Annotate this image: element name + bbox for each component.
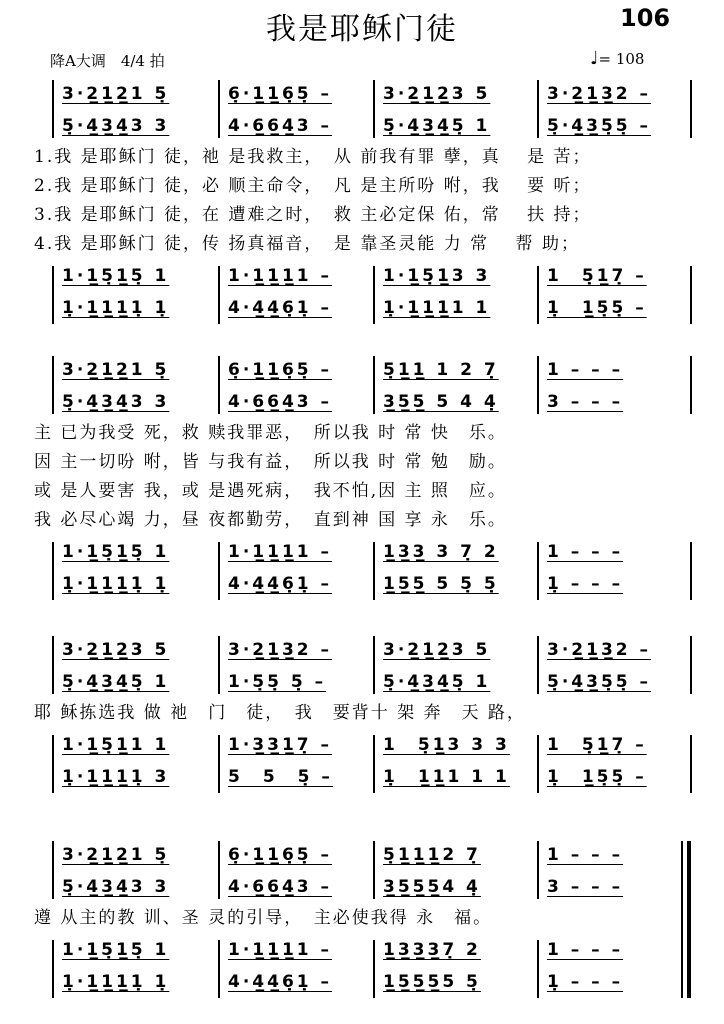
measure-3: 1̲3̲3̲ 3 7̣ 2 bbox=[383, 542, 499, 562]
bass-row bbox=[0, 938, 724, 962]
barline bbox=[218, 542, 220, 600]
rows-row bbox=[0, 670, 724, 694]
measure-1: 1·1̲5̣1̲5̣ 1 bbox=[62, 542, 170, 562]
barline bbox=[537, 80, 539, 138]
score-system-4 bbox=[0, 835, 724, 1002]
barline bbox=[52, 636, 54, 694]
measure-1: 5̣·4̲3̲4̲3 3 bbox=[62, 116, 170, 136]
barline bbox=[218, 356, 220, 414]
rows-row bbox=[0, 82, 724, 106]
barline bbox=[218, 636, 220, 694]
lyric-line-4: 4.我 是耶稣门 徒，传 扬真福音， 是 靠圣灵能 力 常 帮 助； bbox=[34, 234, 580, 254]
measure-4: 1 – – – bbox=[547, 360, 624, 380]
tempo-value: = 108 bbox=[598, 50, 645, 68]
rows-row bbox=[0, 390, 724, 414]
measure-2: 1·1̲1̲1̲1 – bbox=[228, 266, 333, 286]
measure-1: 1·1̲5̣1̲5̣ 1 bbox=[62, 940, 170, 960]
barline bbox=[373, 266, 375, 324]
barline bbox=[537, 940, 539, 998]
barline bbox=[218, 735, 220, 793]
measure-4: 3·2̲1̲3̲2 – bbox=[547, 84, 652, 104]
score-system-2 bbox=[0, 350, 724, 604]
bass-row bbox=[0, 970, 724, 994]
measure-4: 1 – – – bbox=[547, 845, 624, 865]
lyric-line-2: 2.我 是耶稣门 徒，必 顺主命令， 凡 是主所吩 咐，我 要 听； bbox=[34, 176, 592, 196]
tempo-marking bbox=[590, 48, 644, 69]
barline bbox=[373, 356, 375, 414]
measure-3: 5̣1̲1̲ 1 2 7̣ bbox=[383, 360, 499, 380]
barline bbox=[537, 266, 539, 324]
measure-4: 3 – – – bbox=[547, 877, 624, 897]
measure-3: 3·2̲1̲2̲3 5 bbox=[383, 640, 491, 660]
measure-3: 3̲5̲5̲ 5 4 4̣ bbox=[383, 392, 499, 412]
page-title: 我是耶稣门徒 bbox=[266, 12, 458, 47]
measure-4: 1 – – – bbox=[547, 542, 624, 562]
measure-1: 1·1̲5̣1̲1 1 bbox=[62, 735, 170, 755]
barline bbox=[52, 940, 54, 998]
measure-3: 1̣·1̲1̲1̲1 1 bbox=[383, 298, 491, 318]
measure-2: 1·1̲1̲1̲1 – bbox=[228, 542, 333, 562]
barline bbox=[373, 735, 375, 793]
bass-row bbox=[0, 572, 724, 596]
final-barline-thick bbox=[687, 841, 691, 998]
measure-2: 4·4̲4̲6̣1̣ – bbox=[228, 574, 333, 594]
measure-2: 6̣·1̲1̲6̣5̣ – bbox=[228, 84, 333, 104]
barline bbox=[537, 636, 539, 694]
measure-4: 1 – – – bbox=[547, 940, 624, 960]
barline bbox=[537, 542, 539, 600]
barline bbox=[52, 356, 54, 414]
measure-2: 4·6̲6̲4̲3 – bbox=[228, 877, 333, 897]
measure-1: 3·2̲1̲2̲3 5 bbox=[62, 640, 170, 660]
bass-row bbox=[0, 765, 724, 789]
barline bbox=[52, 841, 54, 899]
barline bbox=[52, 735, 54, 793]
lyric-line-1: 遵 从主的教 训、圣 灵的引导， 主必使我得 永 福。 bbox=[34, 908, 493, 928]
measure-3: 5̣1̲1̲1̲2 7̣ bbox=[383, 845, 481, 865]
rows-row bbox=[0, 114, 724, 138]
barline bbox=[218, 841, 220, 899]
measure-2: 3·2̲1̲3̲2 – bbox=[228, 640, 333, 660]
barline bbox=[690, 735, 692, 793]
lyric-line-1: 主 已为我受 死，救 赎我罪恶， 所以我 时 常 快 乐。 bbox=[34, 423, 507, 443]
barline bbox=[218, 80, 220, 138]
key-signature: 降A大调 4/4 拍 bbox=[50, 52, 165, 70]
measure-4: 1̣ 1̲5̣5̣ – bbox=[547, 767, 647, 787]
barline bbox=[690, 542, 692, 600]
score-system-3 bbox=[0, 630, 724, 797]
rows-row bbox=[0, 843, 724, 867]
bass-row bbox=[0, 733, 724, 757]
barline bbox=[690, 636, 692, 694]
measure-1: 5̣·4̲3̲4̲3 3 bbox=[62, 392, 170, 412]
measure-2: 1·1̲1̲1̲1 – bbox=[228, 940, 333, 960]
barline bbox=[373, 80, 375, 138]
barline bbox=[373, 940, 375, 998]
measure-4: 3·2̲1̲3̲2 – bbox=[547, 640, 652, 660]
barline bbox=[690, 356, 692, 414]
measure-2: 1·3̲3̲1̲7̣ – bbox=[228, 735, 333, 755]
rows-row bbox=[0, 358, 724, 382]
barline bbox=[373, 636, 375, 694]
barline bbox=[218, 266, 220, 324]
lyric-line-2: 因 主一切吩 咐，皆 与我有益， 所以我 时 常 勉 励。 bbox=[34, 452, 507, 472]
rows-row bbox=[0, 638, 724, 662]
measure-3: 3̲5̲5̲5̲4 4̣ bbox=[383, 877, 481, 897]
measure-1: 3·2̲1̲2̲1 5̣ bbox=[62, 845, 170, 865]
measure-3: 1̲5̲5̲5̲5 5̣ bbox=[383, 972, 481, 992]
measure-2: 4·4̲4̲6̣1̣ – bbox=[228, 298, 333, 318]
measure-3: 5̣·4̲3̲4̲5̣ 1 bbox=[383, 116, 491, 136]
barline bbox=[52, 80, 54, 138]
barline bbox=[373, 542, 375, 600]
hymn-number: 106 bbox=[620, 4, 671, 32]
measure-2: 4·6̲6̲4̲3 – bbox=[228, 116, 333, 136]
measure-1: 3·2̲1̲2̲1 5̣ bbox=[62, 84, 170, 104]
measure-1: 5̣·4̲3̲4̲5̣ 1 bbox=[62, 672, 170, 692]
barline bbox=[537, 841, 539, 899]
measure-3: 1 5̣1̲3 3 3 bbox=[383, 735, 510, 755]
measure-1: 1̣·1̲1̲1̲1̣ 1̣ bbox=[62, 972, 170, 992]
score-system-1 bbox=[0, 74, 724, 328]
measure-1: 1̣·1̲1̲1̲1̣ 1̣ bbox=[62, 298, 170, 318]
measure-2: 4·4̲4̲6̣1̣ – bbox=[228, 972, 333, 992]
measure-4: 1 5̣1̲7̣ – bbox=[547, 266, 647, 286]
measure-1: 5̣·4̲3̲4̲3 3 bbox=[62, 877, 170, 897]
barline bbox=[52, 542, 54, 600]
measure-1: 1̣·1̲1̲1̲1̣ 3 bbox=[62, 767, 170, 787]
bass-row bbox=[0, 264, 724, 288]
final-barline-thin bbox=[681, 841, 683, 998]
measure-2: 4·6̲6̲4̲3 – bbox=[228, 392, 333, 412]
measure-4: 1 5̣1̲7̣ – bbox=[547, 735, 647, 755]
measure-2: 6̣·1̲1̲6̣5̣ – bbox=[228, 360, 333, 380]
measure-1: 1·1̲5̣1̲5̣ 1 bbox=[62, 266, 170, 286]
measure-3: 1̲5̲5̲ 5 5̣ 5̣ bbox=[383, 574, 499, 594]
rows-row bbox=[0, 875, 724, 899]
lyric-line-3: 或 是人要害 我，或 是遇死病， 我不怕,因 主 照 应。 bbox=[34, 481, 507, 501]
lyric-line-1: 1.我 是耶稣门 徒，祂 是我救主， 从 前我有罪 孽，真 是 苦； bbox=[34, 147, 592, 167]
lyric-line-1: 耶 稣拣选我 做 祂 门 徒， 我 要背十 架 奔 天 路， bbox=[34, 703, 526, 723]
measure-4: 3 – – – bbox=[547, 392, 624, 412]
lyric-line-3: 3.我 是耶稣门 徒，在 遭难之时， 救 主必定保 佑，常 扶 持； bbox=[34, 205, 592, 225]
bass-row bbox=[0, 296, 724, 320]
measure-3: 5̣·4̲3̲4̲5̣ 1 bbox=[383, 672, 491, 692]
measure-3: 3·2̲1̲2̲3 5 bbox=[383, 84, 491, 104]
bass-row bbox=[0, 540, 724, 564]
measure-4: 5̣·4̲3̲5̣5̣ – bbox=[547, 116, 652, 136]
measure-3: 1̲3̲3̲3̲7̣ 2 bbox=[383, 940, 481, 960]
barline bbox=[52, 266, 54, 324]
barline bbox=[537, 356, 539, 414]
lyric-line-4: 我 必尽心竭 力，昼 夜都勤劳， 直到神 国 享 永 乐。 bbox=[34, 510, 507, 530]
measure-2: 5 5 5̣ – bbox=[228, 767, 333, 787]
measure-1: 1̣·1̲1̲1̲1̣ 1̣ bbox=[62, 574, 170, 594]
measure-4: 1̣ 1̲5̣5̣ – bbox=[547, 298, 647, 318]
barline bbox=[537, 735, 539, 793]
measure-4: 1̣ – – – bbox=[547, 574, 624, 594]
measure-2: 1·5̣5̣ 5̣ – bbox=[228, 672, 327, 692]
barline bbox=[218, 940, 220, 998]
measure-3: 1·1̲5̣1̲3 3 bbox=[383, 266, 491, 286]
measure-2: 6̣·1̲1̲6̣5̣ – bbox=[228, 845, 333, 865]
measure-3: 1̣ 1̲1̲1 1 1 bbox=[383, 767, 510, 787]
barline bbox=[690, 266, 692, 324]
measure-4: 5̣·4̲3̲5̣5̣ – bbox=[547, 672, 652, 692]
barline bbox=[690, 80, 692, 138]
measure-4: 1̣ – – – bbox=[547, 972, 624, 992]
quarter-note-icon: ♩ bbox=[590, 48, 599, 69]
barline bbox=[373, 841, 375, 899]
measure-1: 3·2̲1̲2̲1 5̣ bbox=[62, 360, 170, 380]
